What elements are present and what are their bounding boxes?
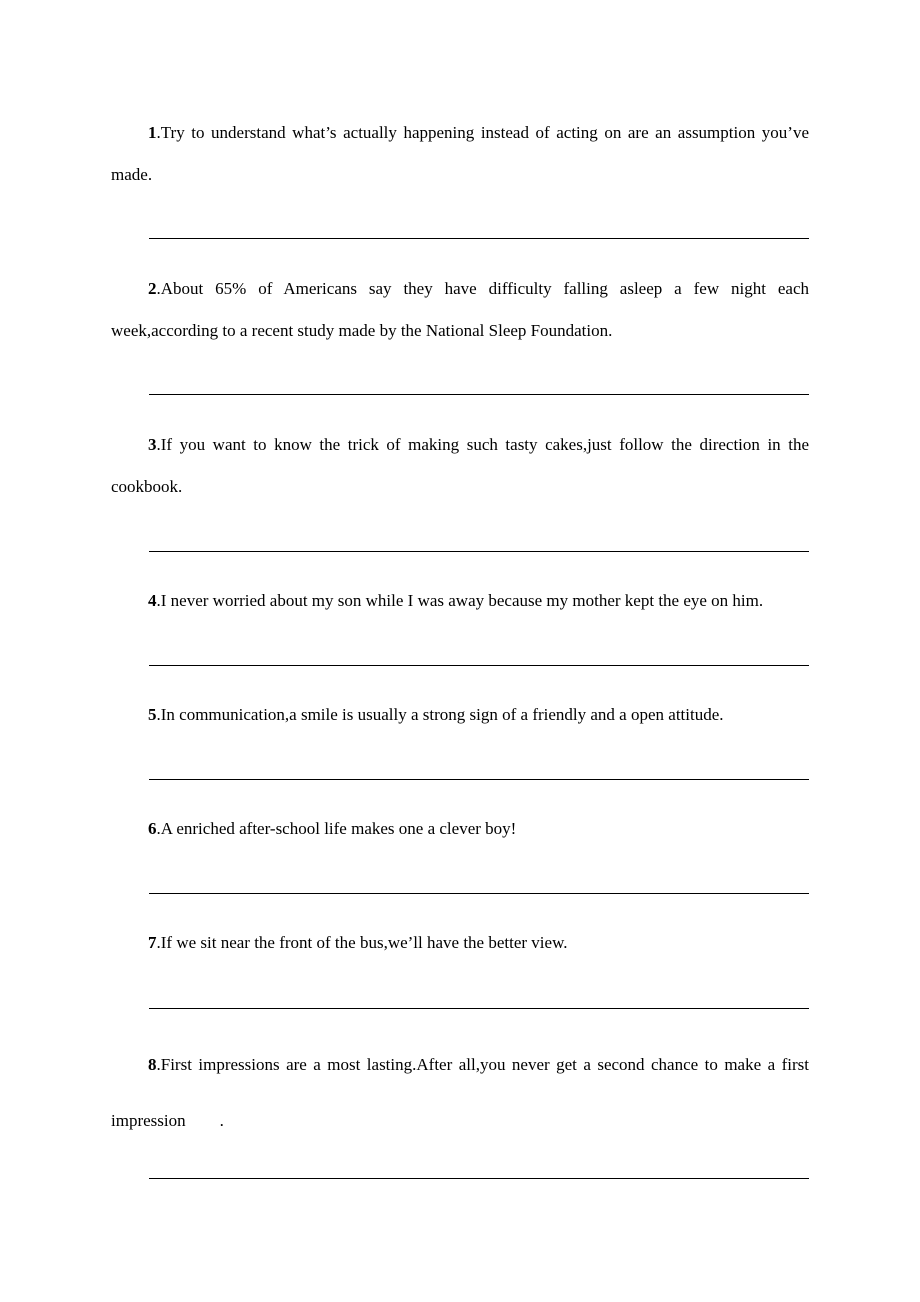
- question-text: .First impressions are a most lasting.After all,you never get a second chance to make a first impression .: [111, 1055, 809, 1130]
- answer-line-6[interactable]: [149, 893, 809, 894]
- question-text: .If you want to know the trick of making such tasty cakes,just follow the direction in the cookbook.: [111, 435, 809, 496]
- answer-line-5[interactable]: [149, 779, 809, 780]
- question-number: 2: [148, 279, 157, 298]
- question-7: [111, 922, 809, 964]
- answer-line-2[interactable]: [149, 394, 809, 395]
- answer-line-3[interactable]: [149, 551, 809, 552]
- question-number: 6: [148, 819, 157, 838]
- answer-line-4[interactable]: [149, 665, 809, 666]
- answer-line-7[interactable]: [149, 1008, 809, 1009]
- question-number: 3: [148, 435, 157, 454]
- question-1: [111, 112, 809, 196]
- question-2: [111, 268, 809, 352]
- question-4: [111, 580, 809, 622]
- question-number: 8: [148, 1055, 157, 1074]
- question-number: 5: [148, 705, 157, 724]
- question-number: 1: [148, 123, 157, 142]
- question-number: 4: [148, 591, 157, 610]
- question-text: .Try to understand what’s actually happening instead of acting on are an assumption you’ve made.: [111, 123, 809, 184]
- answer-line-1[interactable]: [149, 238, 809, 239]
- question-text: .I never worried about my son while I was away because my mother kept the eye on him.: [156, 591, 764, 610]
- question-text: .A enriched after-school life makes one a clever boy!: [156, 819, 517, 838]
- question-8: [111, 1037, 809, 1149]
- question-5: [111, 694, 809, 736]
- question-text: .If we sit near the front of the bus,we’ll have the better view.: [156, 933, 568, 952]
- question-6: [111, 808, 809, 850]
- question-text: .About 65% of Americans say they have difficulty falling asleep a few night each week,according to a recent study made by the National Sleep Foundation.: [111, 279, 809, 340]
- answer-line-8[interactable]: [149, 1178, 809, 1179]
- question-3: [111, 424, 809, 508]
- question-text: .In communication,a smile is usually a strong sign of a friendly and a open attitude.: [156, 705, 724, 724]
- question-number: 7: [148, 933, 157, 952]
